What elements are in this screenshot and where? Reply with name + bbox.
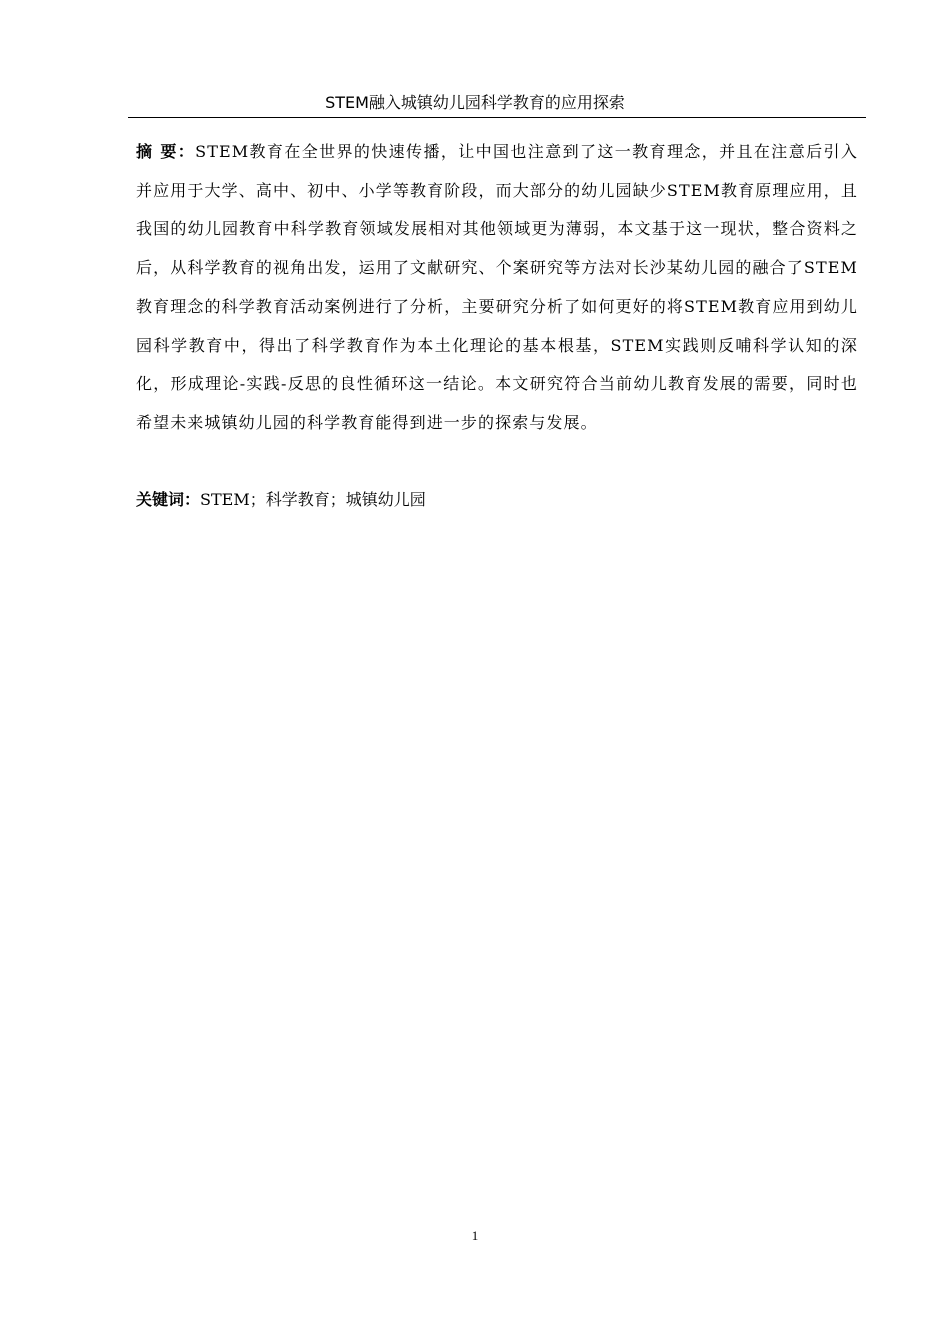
abstract-text: STEM教育在全世界的快速传播，让中国也注意到了这一教育理念，并且在注意后引入并应用于大学、高中、初中、小学等教育阶段，而大部分的幼儿园缺少STEM教育原理应用，且我国的幼儿园教育中科学教育领域发展相对其他领域更为薄弱，本文基于这一现状，整合资料之后，从科学教育的视角出发，运用了文献研究、个案研究等方法对长沙某幼儿园的融合了STEM教育理念的科学教育活动案例进行了分析，主要研究分析了如何更好的将STEM教育应用到幼儿园科学教育中，得出了科学教育作为本土化理论的基本根基，STEM实践则反哺科学认知的深化，形成理论-实践-反思的良性循环这一结论。本文研究符合当前幼儿教育发展的需要，同时也希望未来城镇幼儿园的科学教育能得到进一步的探索与发展。	[136, 142, 858, 432]
keywords-label: 关键词：	[136, 490, 201, 509]
page-number: 1	[471, 1228, 479, 1243]
keywords-line	[136, 482, 858, 518]
keywords-text: STEM；科学教育；城镇幼儿园	[200, 490, 426, 509]
abstract-label: 摘 要：	[136, 142, 196, 161]
running-header: STEM融入城镇幼儿园科学教育的应用探索	[325, 93, 625, 112]
abstract-paragraph	[136, 133, 858, 443]
header-divider	[128, 117, 866, 118]
